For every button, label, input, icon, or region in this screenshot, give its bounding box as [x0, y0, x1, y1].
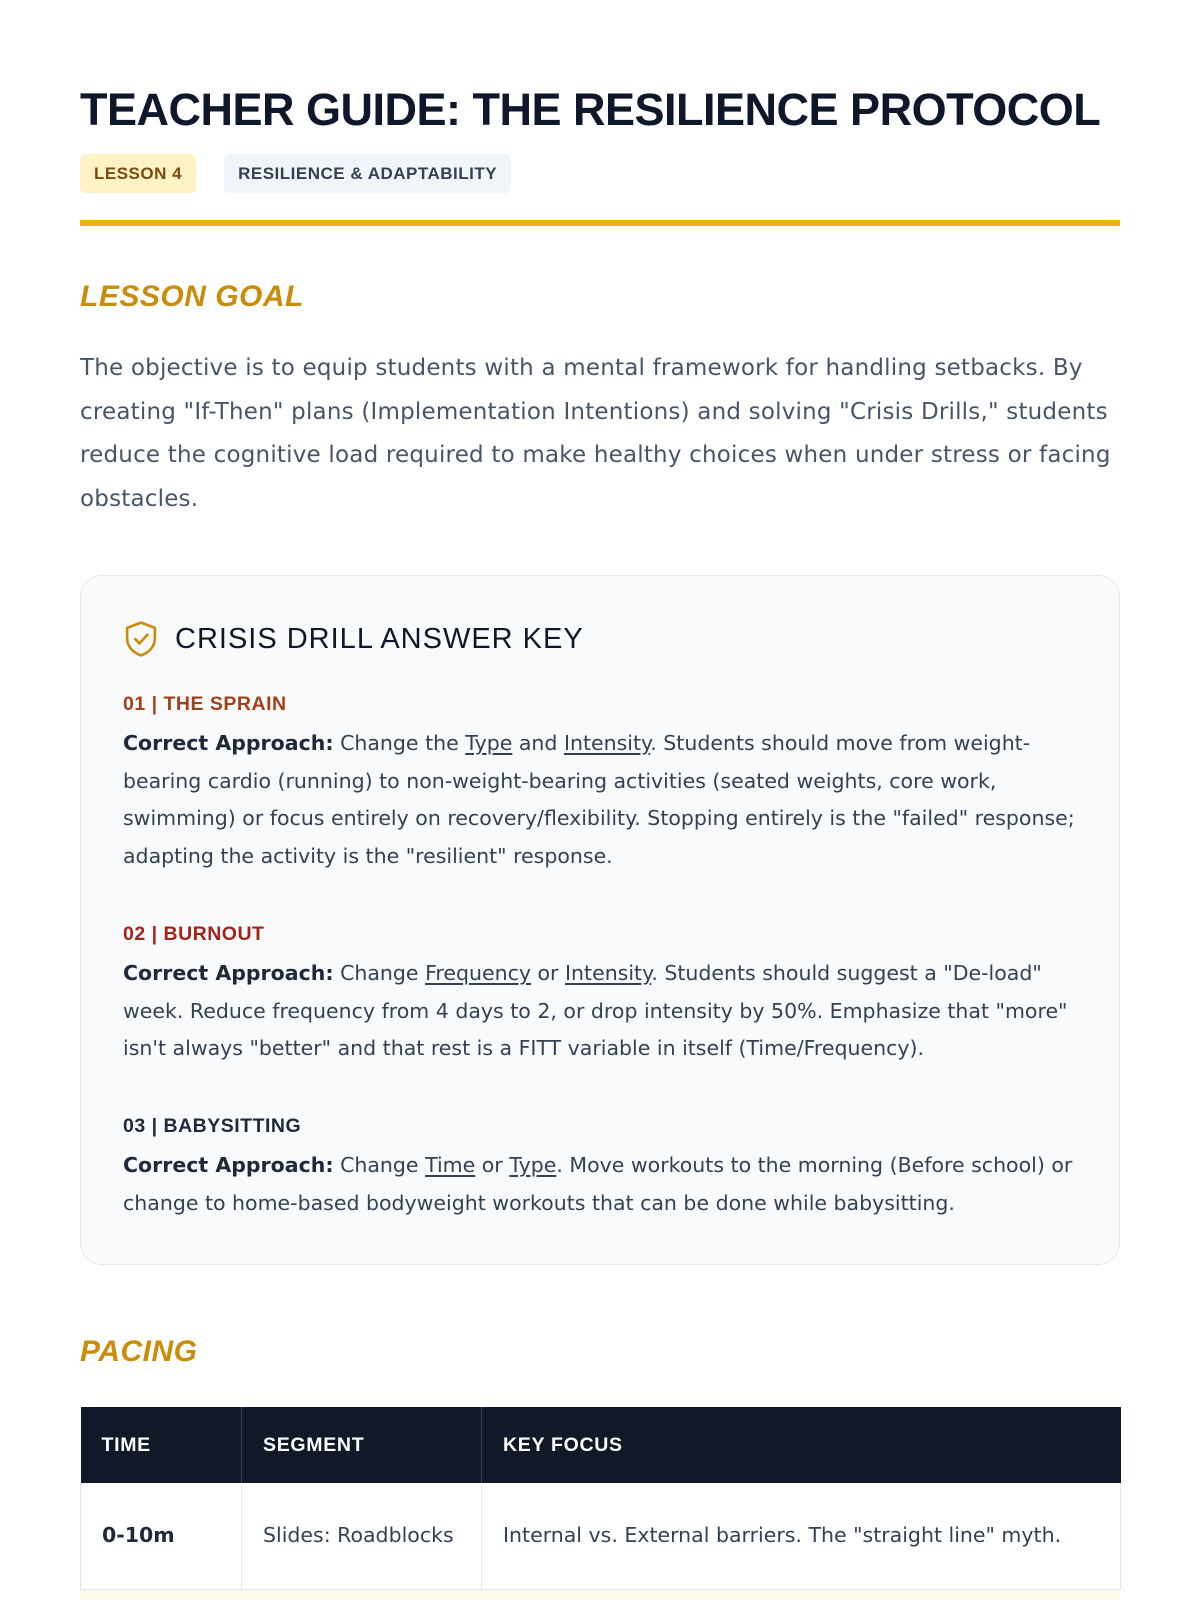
answer-text: or: [475, 1153, 510, 1177]
answer-key-title: CRISIS DRILL ANSWER KEY: [175, 622, 584, 655]
correct-approach-label: Correct Approach:: [123, 731, 334, 755]
answer-text: and: [512, 731, 564, 755]
drill-answer: [123, 955, 1083, 1068]
pacing-table: [80, 1407, 1121, 1590]
fitt-variable: Type: [465, 731, 513, 755]
fitt-variable: Frequency: [425, 961, 531, 985]
table-header-row: [81, 1407, 1121, 1483]
column-header-key-focus: KEY FOCUS: [482, 1407, 1121, 1483]
drill-answer: [123, 1147, 1083, 1222]
lesson-goal-heading: LESSON GOAL: [80, 280, 304, 313]
shield-check-icon: [123, 620, 159, 658]
column-header-time: TIME: [81, 1407, 242, 1483]
pacing-heading: PACING: [80, 1335, 198, 1368]
lesson-badge: LESSON 4: [80, 154, 196, 193]
fitt-variable: Time: [425, 1153, 476, 1177]
answer-text: . Move workouts to the morning (Before school) or change to home-based bodyweight workouts that can be done while babysitting.: [123, 1153, 1073, 1215]
drill-label: 01 | THE SPRAIN: [123, 693, 287, 715]
badge-row: [80, 154, 511, 193]
drill-answer: [123, 725, 1083, 875]
fitt-variable: Type: [509, 1153, 557, 1177]
page-title: TEACHER GUIDE: THE RESILIENCE PROTOCOL: [80, 84, 1101, 135]
drill-label: 02 | BURNOUT: [123, 923, 265, 945]
table-row: [81, 1483, 1121, 1589]
lesson-goal-text: The objective is to equip students with a mental framework for handling setbacks. By creating "If-Then" plans (Implementation Intentions) and solving "Crisis Drills," students reduce the cognitive load required to make healthy choices when under stress or facing obstacles.: [80, 355, 1111, 512]
header-divider: [80, 220, 1120, 226]
answer-key-header: [123, 620, 584, 658]
drill-item-sprain: [123, 693, 1083, 875]
fitt-variable: Intensity: [565, 961, 652, 985]
cell-key-focus: Internal vs. External barriers. The "straight line" myth.: [482, 1483, 1121, 1589]
cell-segment: Slides: Roadblocks: [242, 1483, 482, 1589]
answer-text: Change the: [340, 731, 466, 755]
answer-text: . Students should move from weight-bearing cardio (running) to non-weight-bearing activities (seated weights, core work, swimming) or focus entirely on recovery/flexibility. Stopping entirely is the "failed" response; adapting the activity is the "resilient" response.: [123, 731, 1075, 868]
answer-key-card: [80, 575, 1120, 1265]
topic-badge: RESILIENCE & ADAPTABILITY: [224, 154, 511, 193]
drill-item-babysitting: [123, 1115, 1083, 1222]
fitt-variable: Intensity: [563, 731, 651, 755]
cell-time: 0-10m: [81, 1483, 242, 1589]
answer-text: . Students should suggest a "De-load" week. Reduce frequency from 4 days to 2, or drop intensity by 50%. Emphasize that "more" isn't always "better" and that rest is a FITT variable in itself (Time/Frequency).: [123, 961, 1068, 1060]
answer-text: Change: [340, 961, 426, 985]
drill-item-burnout: [123, 923, 1083, 1068]
table-row-partial: [80, 1589, 1120, 1600]
answer-text: or: [530, 961, 565, 985]
answer-text: Change: [340, 1153, 426, 1177]
column-header-segment: SEGMENT: [242, 1407, 482, 1483]
correct-approach-label: Correct Approach:: [123, 961, 334, 985]
correct-approach-label: Correct Approach:: [123, 1153, 334, 1177]
drill-label: 03 | BABYSITTING: [123, 1115, 302, 1137]
